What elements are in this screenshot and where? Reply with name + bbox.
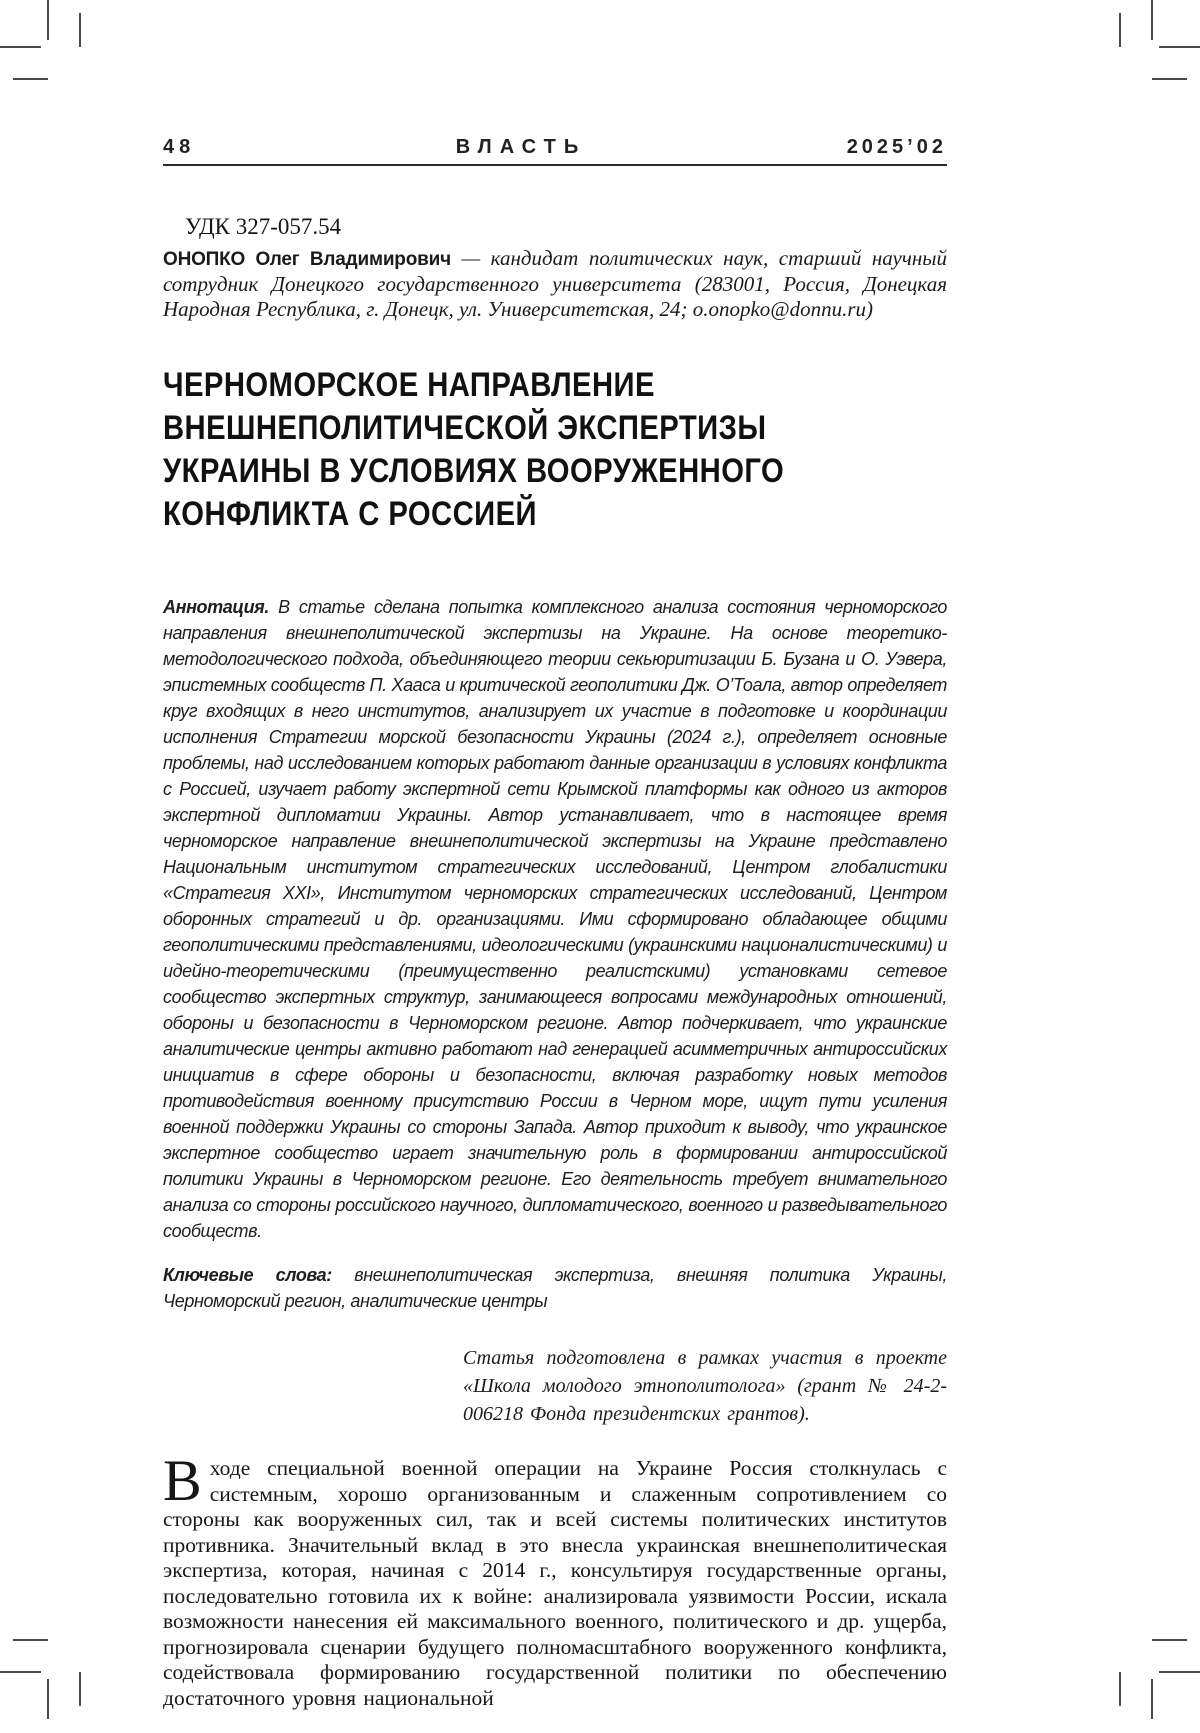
crop-mark-bottom-right-h1 [1159,1671,1200,1673]
crop-mark-bottom-left-h1 [0,1671,41,1673]
keywords-label: Ключевые слова: [163,1265,332,1285]
author-block [163,246,947,322]
crop-mark-top-right-h2 [1152,78,1187,80]
author-name: ОНОПКО Олег Владимирович [163,249,451,270]
crop-mark-top-left-h1 [0,46,41,48]
crop-mark-bottom-right-h2 [1152,1639,1187,1641]
page-content [163,136,947,1733]
issue-number: 2025’02 [846,136,947,158]
crop-mark-bottom-right-v2 [1119,1672,1121,1706]
crop-mark-top-left-h2 [13,78,48,80]
abstract-label: Аннотация. [163,597,269,617]
article-title [163,364,947,536]
keywords [163,1262,947,1314]
crop-mark-top-right-h1 [1159,46,1200,48]
article-title-line: УКРАИНЫ В УСЛОВИЯХ ВООРУЖЕННОГО [163,452,785,490]
body-paragraph-text: ходе специальной военной операции на Украине Россия столкнулась с системным, хорошо организованным и слаженным сопротивлением со стороны как вооруженных сил, так и всей системы политических институтов противника. Значительный вклад в это внесла украинская внешнеполитическая экспертиза, которая, начиная с 2014 г., консультируя государственные органы, последовательно готовила их к войне: анализировала уязвимости России, искала возможности нанесения ей максимального военного, политического и др. ущерба, прогнозировала сценарии будущего полномасштабного вооруженного конфликта, содействовала формированию государственной политики по обеспечению достаточного уровня национальной [163,1456,947,1710]
crop-mark-top-left-v2 [79,13,81,47]
crop-mark-bottom-right-v1 [1151,1679,1153,1719]
article-title-line: ВНЕШНЕПОЛИТИЧЕСКОЙ ЭКСПЕРТИЗЫ [163,409,767,447]
author-affiliation: — кандидат политических наук, старший научный сотрудник Донецкого государственного университета (283001, Россия, Донецкая Народная Республика, г. Донецк, ул. Университетская, 24; o.onopko@donnu.ru) [163,246,947,321]
body-paragraph [163,1448,947,1711]
crop-mark-bottom-left-v2 [79,1672,81,1706]
running-header [163,136,947,166]
crop-mark-bottom-left-h2 [13,1639,48,1641]
article-title-line: ЧЕРНОМОРСКОЕ НАПРАВЛЕНИЕ [163,366,655,404]
udk-code: УДК 327-057.54 [185,214,342,239]
page-number: 48 [163,136,196,158]
abstract [163,594,947,1244]
grant-note: Статья подготовлена в рамках участия в проекте «Школа молодого этнополитолога» (грант № 24-2-006218 Фонда президентских грантов). [463,1347,947,1425]
crop-mark-top-right-v2 [1119,13,1121,47]
journal-title: ВЛАСТЬ [455,136,587,158]
article-title-line: КОНФЛИКТА С РОССИЕЙ [163,495,537,533]
abstract-text: В статье сделана попытка комплексного анализа состояния черноморского направления внешнеполитической экспертизы на Украине. На основе теоретико-методологического подхода, объединяющего теории секьюритизации Б. Бузана и О. Уэвера, эпистемных сообществ П. Хааса и критической геополитики Дж. О’Тоала, автор определяет круг входящих в него институтов, анализирует их участие в подготовке и координации исполнения Стратегии морской безопасности Украины (2024 г.), определяет основные проблемы, над исследованием которых работают данные организации в условиях конфликта с Россией, изучает работу экспертной сети Крымской платформы как одного из акторов экспертной дипломатии Украины. Автор устанавливает, что в настоящее время черноморское направление внешнеполитической экспертизы на Украине представлено Национальным институтом стратегических исследований, Центром глобалистики «Стратегия XXI», Институтом черноморских стратегических исследований, Центром оборонных стратегий и др. организациями. Ими сформировано обладающее общими геополитическими представлениями, идеологическими (украинскими националистическими) и идейно-теоретическими (преимущественно реалистскими) установками сетевое сообщество экспертных структур, занимающееся вопросами международных отношений, обороны и безопасности в Черноморском регионе. Автор подчеркивает, что украинские аналитические центры активно работают над генерацией асимметричных антироссийских инициатив в сфере обороны и безопасности, включая разработку новых методов противодействия военному присутствию России в Черном море, ищут пути усиления военной поддержки Украины со стороны Запада. Автор приходит к выводу, что украинское экспертное сообщество играет значительную роль в формировании антироссийской политики Украины в Черноморском регионе. Его деятельность требует внимательного анализа со стороны российского научного, дипломатического, военного и разведывательного сообществ. [163,597,948,1241]
keywords-text: внешнеполитическая экспертиза, внешняя политика Украины, Черноморский регион, аналитические центры [163,1265,947,1311]
drop-cap: В [163,1448,202,1513]
crop-mark-top-left-v1 [47,0,49,40]
crop-mark-top-right-v1 [1151,0,1153,40]
crop-mark-bottom-left-v1 [47,1679,49,1719]
